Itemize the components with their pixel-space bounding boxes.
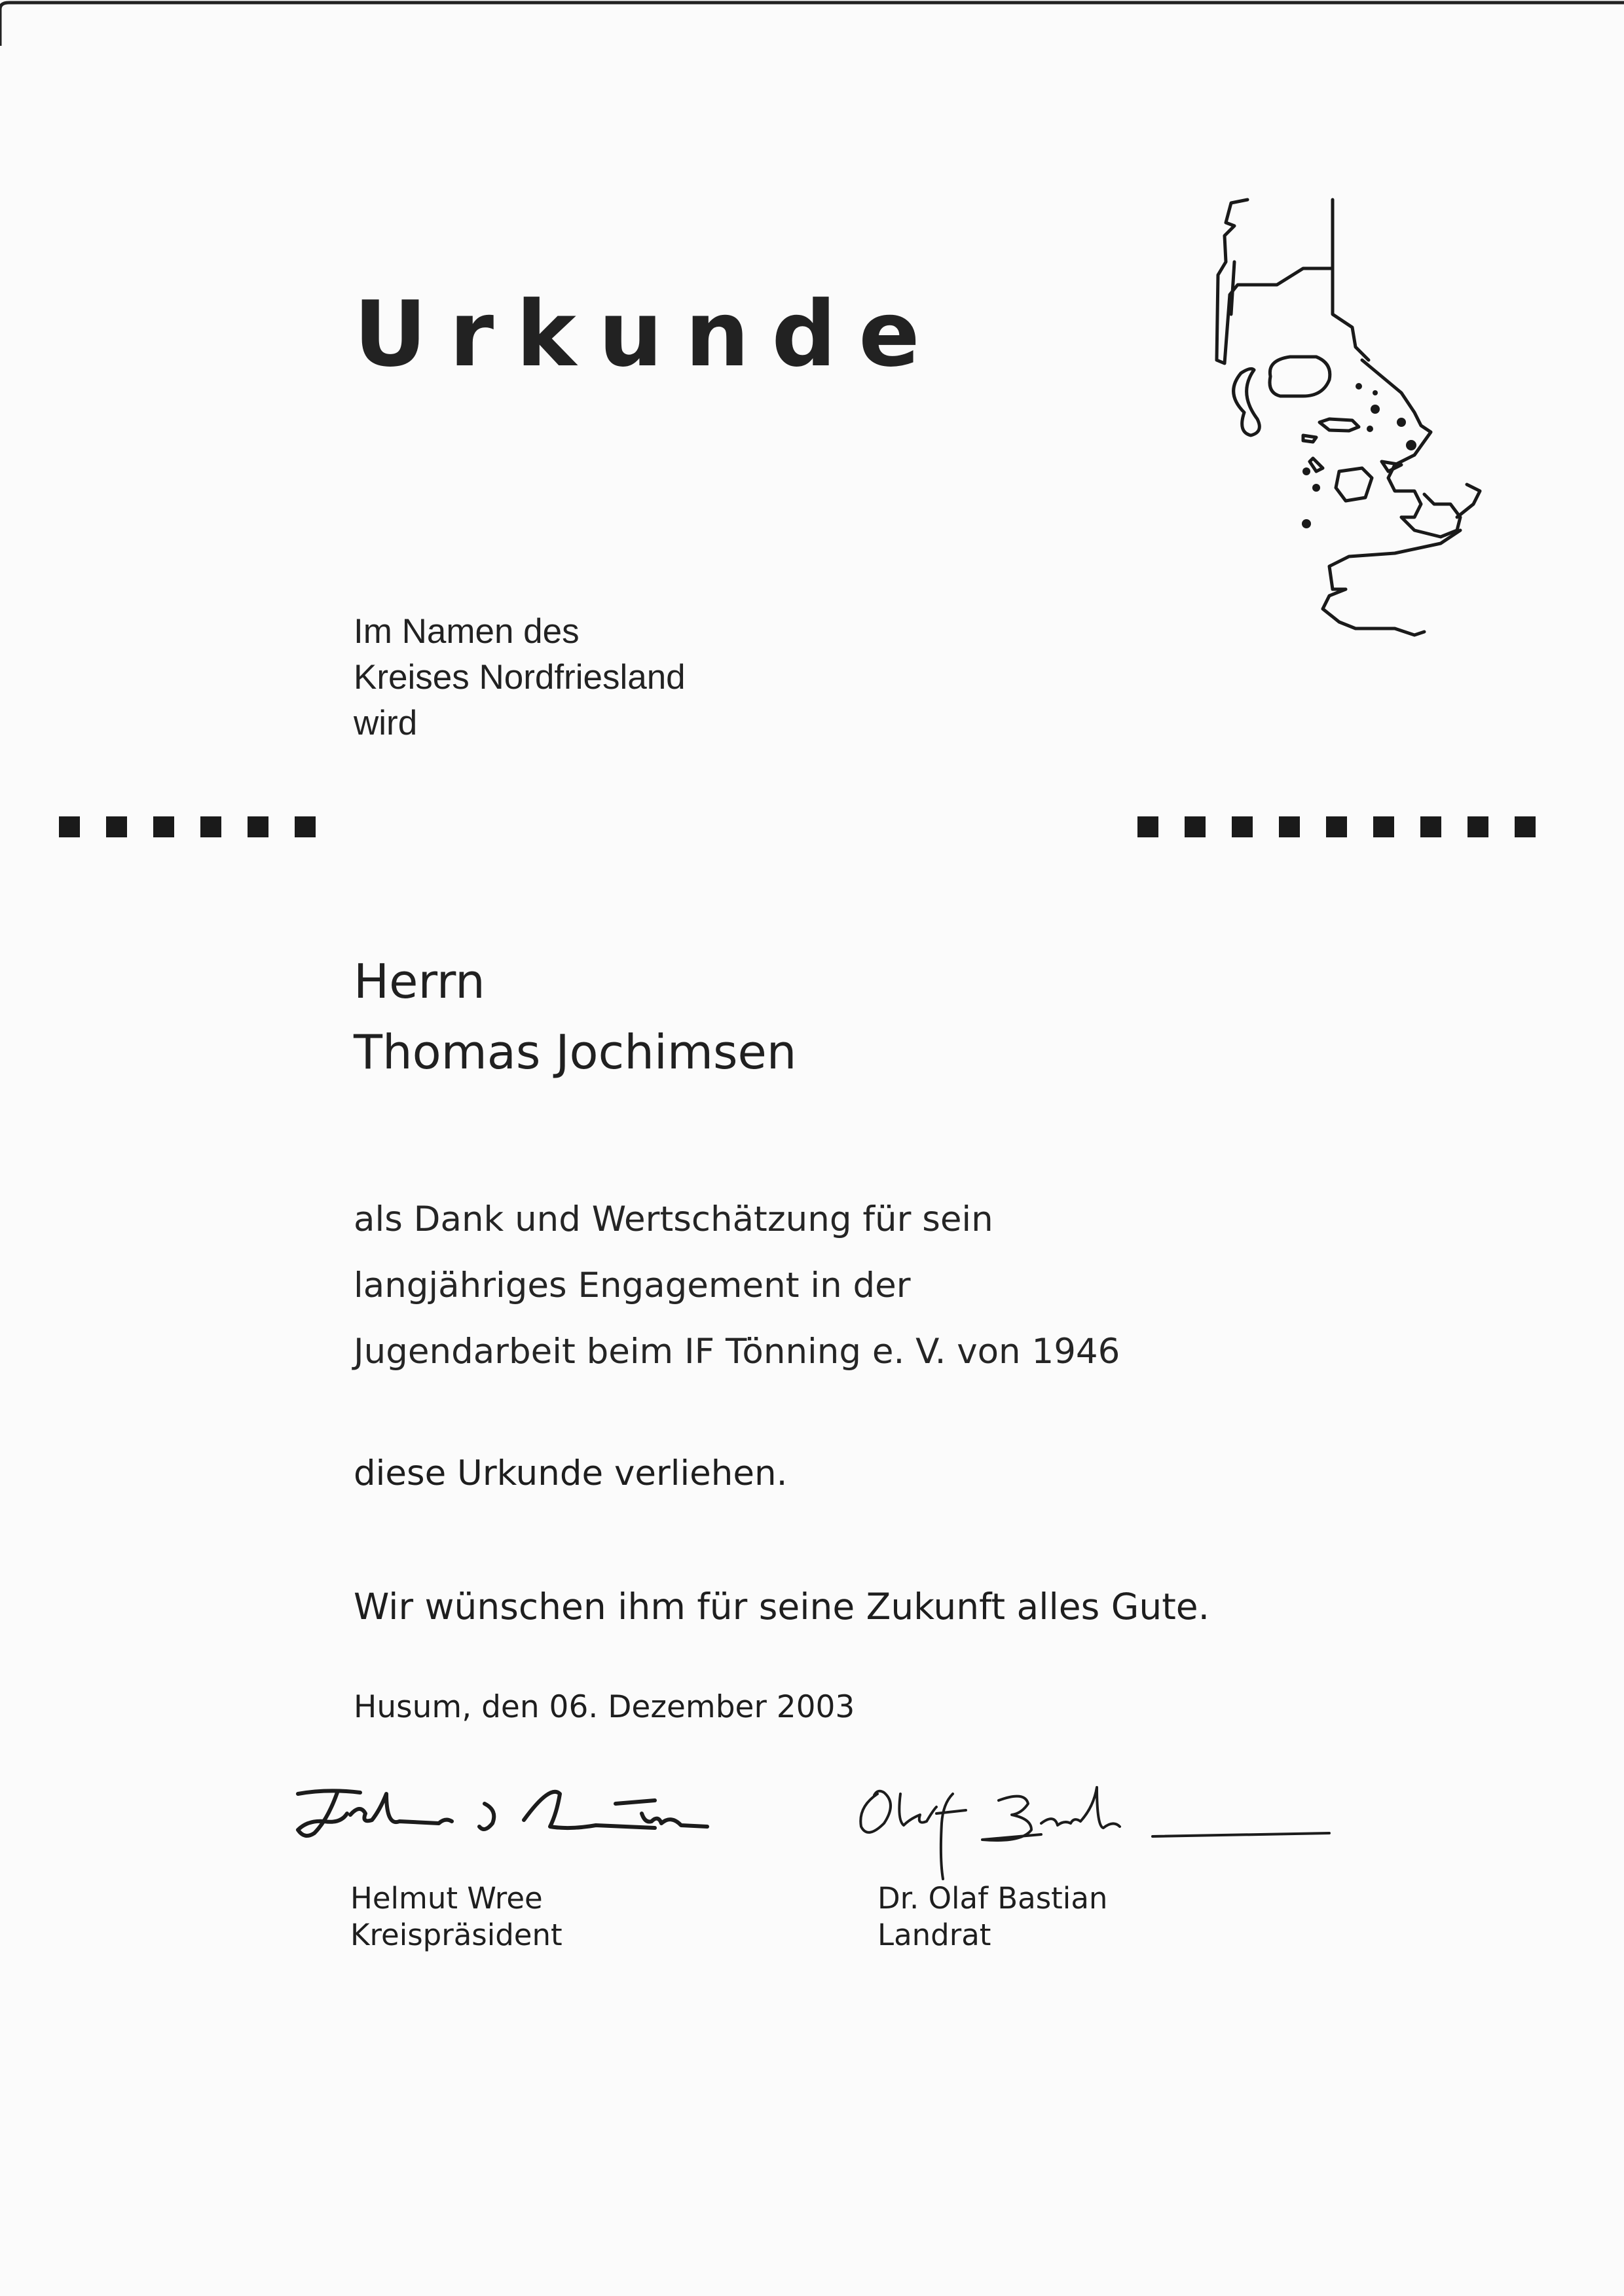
recipient (354, 946, 796, 1087)
square-ornament (1137, 816, 1158, 837)
square-ornament (248, 816, 268, 837)
decorative-squares-left (59, 816, 316, 837)
scan-edge-line (0, 0, 1624, 46)
square-ornament (295, 816, 316, 837)
signature-right (845, 1768, 1329, 1886)
intro-line: Kreises Nordfriesland (354, 658, 686, 697)
square-ornament (1515, 816, 1536, 837)
recipient-salutation: Herrn (354, 954, 485, 1009)
square-ornament (153, 816, 174, 837)
certificate-title: Urkunde (354, 282, 942, 387)
intro-text (354, 609, 686, 746)
square-ornament (1279, 816, 1300, 837)
reason-text (354, 1186, 1120, 1385)
signatory-right (877, 1880, 1107, 1954)
square-ornament (1467, 816, 1488, 837)
square-ornament (59, 816, 80, 837)
square-ornament (106, 816, 127, 837)
square-ornament (1373, 816, 1394, 837)
nordfriesland-map-icon (1198, 196, 1493, 642)
intro-line: Im Namen des (354, 612, 580, 651)
conferral-text: diese Urkunde verliehen. (354, 1453, 788, 1493)
square-ornament (1232, 816, 1253, 837)
square-ornament (200, 816, 221, 837)
intro-line: wird (354, 704, 418, 742)
place-date: Husum, den 06. Dezember 2003 (354, 1689, 855, 1725)
signatory-title: Kreispräsident (350, 1918, 563, 1952)
signatory-left (350, 1880, 563, 1954)
wishes-text: Wir wünschen ihm für seine Zukunft alles Gute. (354, 1586, 1210, 1628)
square-ornament (1326, 816, 1347, 837)
square-ornament (1420, 816, 1441, 837)
square-ornament (1185, 816, 1206, 837)
signature-left (288, 1774, 799, 1872)
signatory-title: Landrat (877, 1918, 991, 1952)
reason-line: langjähriges Engagement in der (354, 1266, 911, 1305)
signatory-name: Helmut Wree (350, 1881, 543, 1916)
reason-line: Jugendarbeit beim IF Tönning e. V. von 1946 (354, 1332, 1120, 1372)
reason-line: als Dank und Wertschätzung für sein (354, 1199, 993, 1239)
decorative-squares-right (1137, 816, 1536, 837)
signatory-name: Dr. Olaf Bastian (877, 1881, 1108, 1916)
recipient-name: Thomas Jochimsen (354, 1025, 797, 1080)
